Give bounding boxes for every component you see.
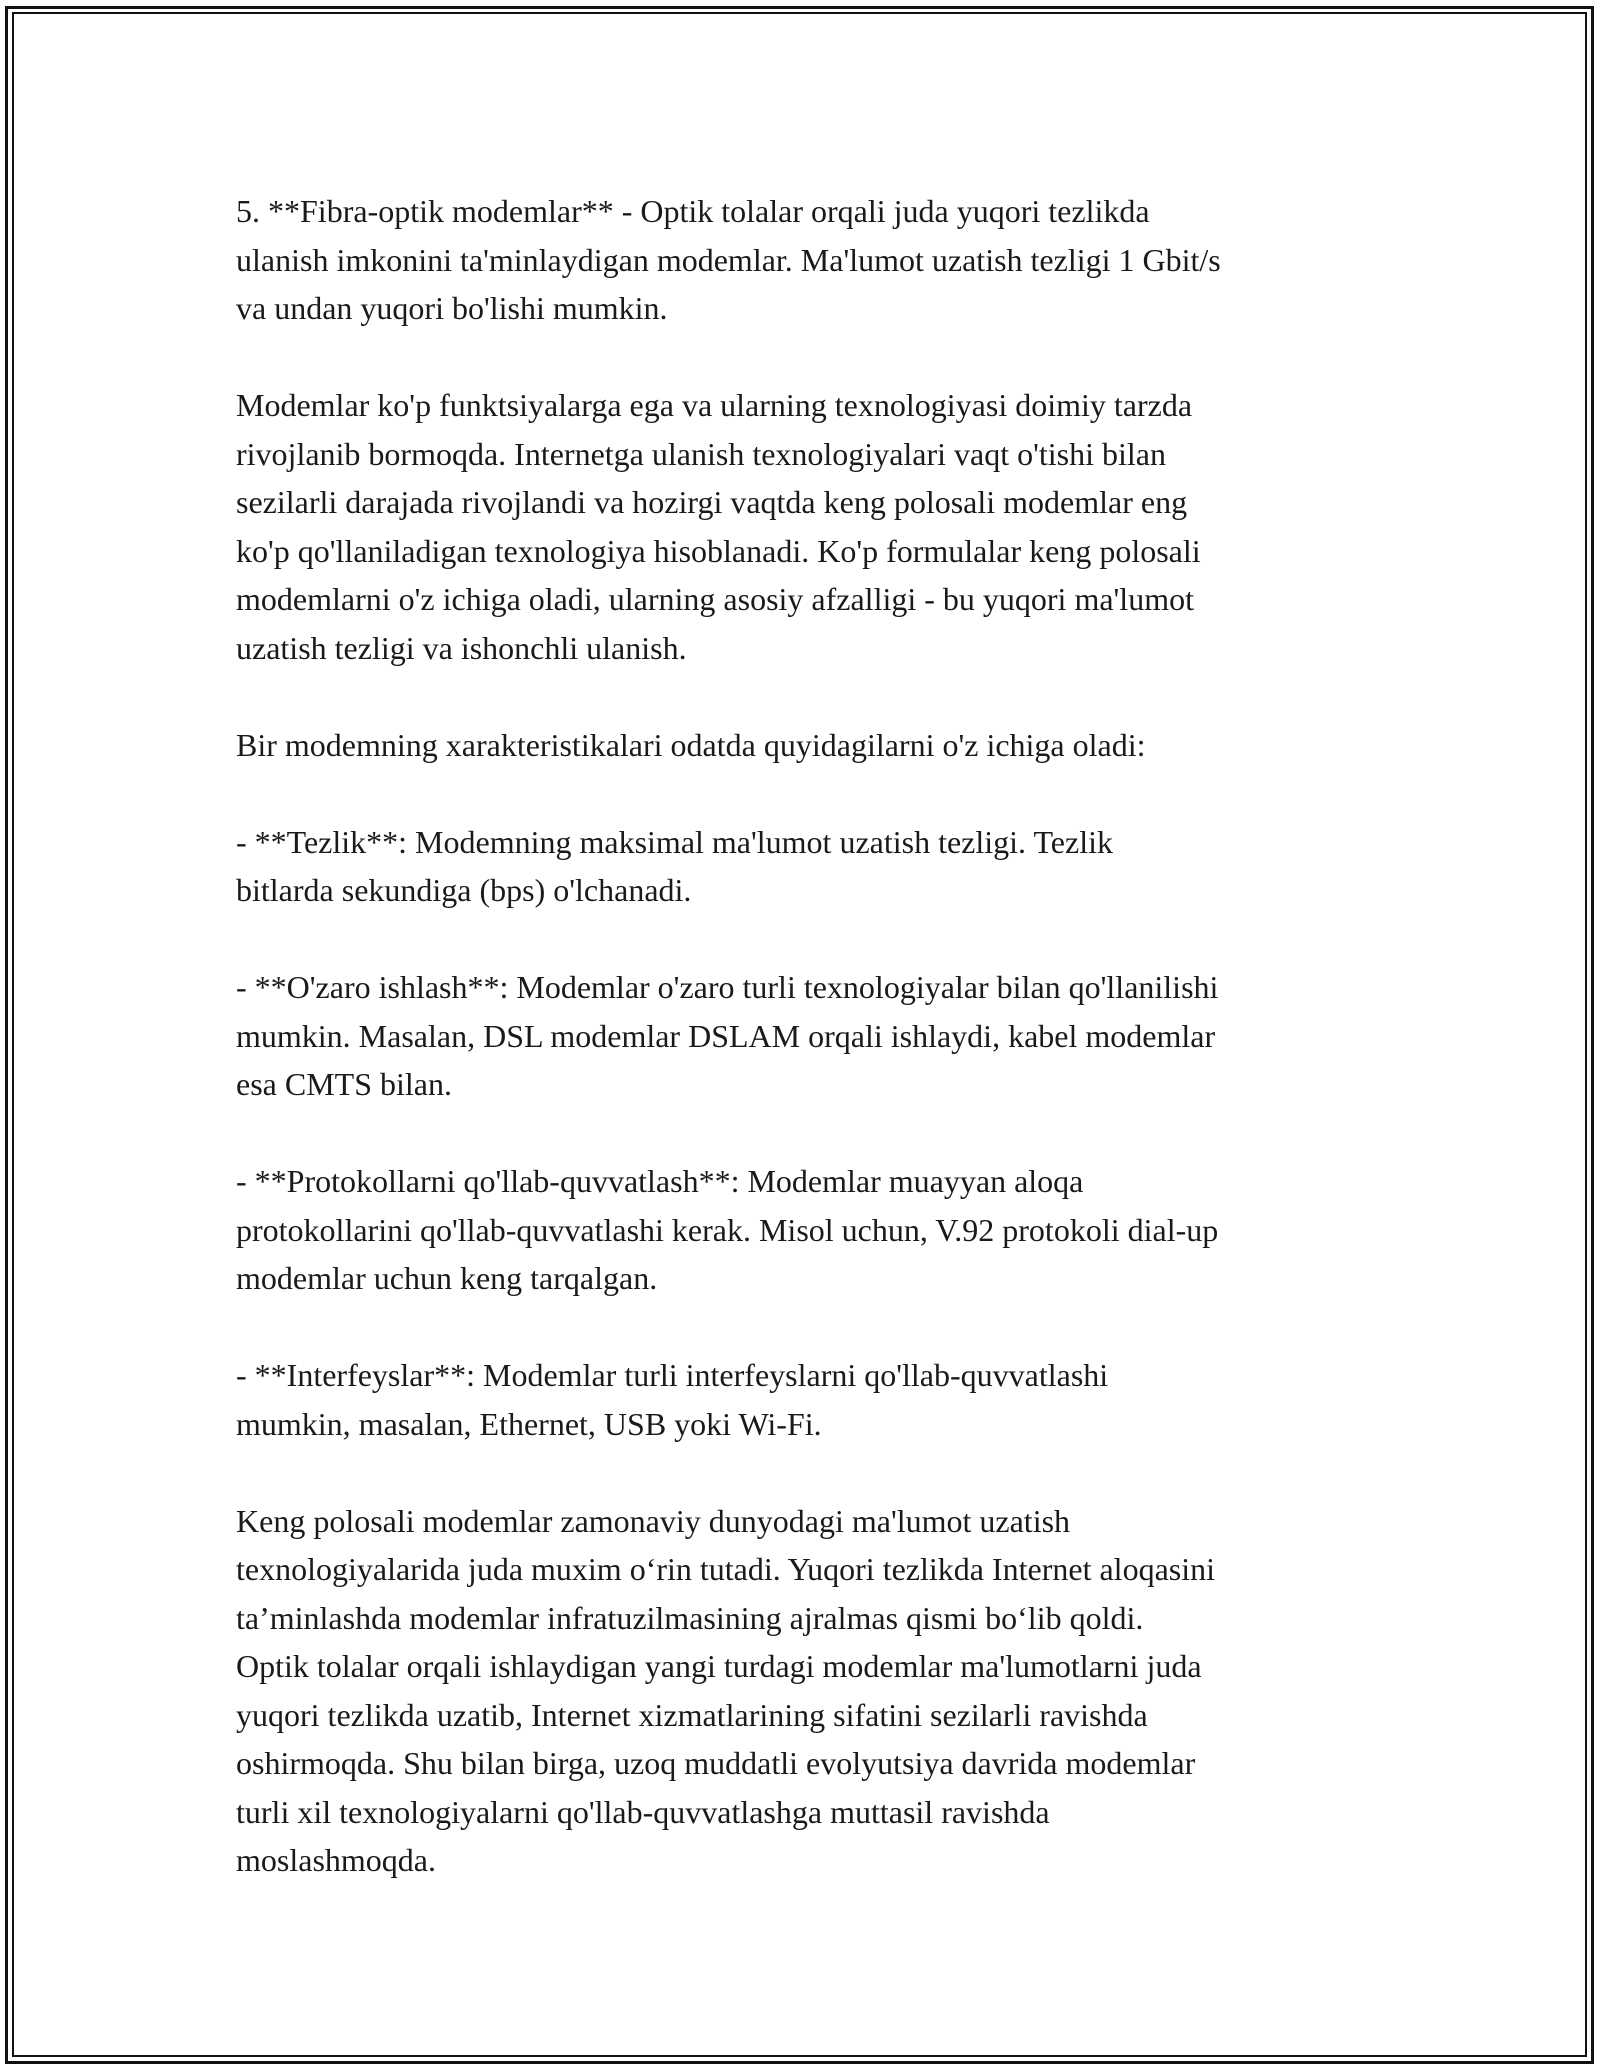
paragraph-modem-overview: Modemlar ko'p funktsiyalarga ega va ularning texnologiyasi doimiy tarzda rivojlanib bormoqda. Internetga ulanish texnologiyalari vaqt o'tishi bilan sezilarli darajada rivojlandi va hozirgi vaqtda keng polosali modemlar eng ko'p qo'llaniladigan texnologiya hisoblanadi. Ko'p formulalar keng polosali modemlarni o'z ichiga oladi, ularning asosiy afzalligi - bu yuqori ma'lumot uzatish tezligi va ishonchli ulanish. (236, 387, 1201, 666)
list-item-speed: - **Tezlik**: Modemning maksimal ma'lumot uzatish tezligi. Tezlik bitlarda sekundiga (bps) o'lchanadi. (236, 823, 1113, 908)
paragraph-characteristics-intro: Bir modemning xarakteristikalari odatda quyidagilarni o'z ichiga oladi: (236, 726, 1146, 763)
paragraph-fiber-optic-modems: 5. **Fibra-optik modemlar** - Optik tolalar orqali juda yuqori tezlikda ulanish imkonini ta'minlaydigan modemlar. Ma'lumot uzatish tezligi 1 Gbit/s va undan yuqori bo'lishi mumkin. (236, 193, 1221, 326)
list-item-protocol-support: - **Protokollarni qo'llab-quvvatlash**: Modemlar muayyan aloqa protokollarini qo'llab-quvvatlashi kerak. Misol uchun, V.92 protokoli dial-up modemlar uchun keng tarqalgan. (236, 1163, 1219, 1296)
list-item-interoperability: - **O'zaro ishlash**: Modemlar o'zaro turli texnologiyalar bilan qo'llanilishi mumkin. Masalan, DSL modemlar DSLAM orqali ishlaydi, kabel modemlar esa CMTS bilan. (236, 969, 1219, 1102)
list-item-interfaces: - **Interfeyslar**: Modemlar turli interfeyslarni qo'llab-quvvatlashi mumkin, masalan, Ethernet, USB yoki Wi-Fi. (236, 1357, 1109, 1442)
document-body (236, 187, 1386, 1885)
paragraph-conclusion: Keng polosali modemlar zamonaviy dunyodagi ma'lumot uzatish texnologiyalarida juda muxim o‘rin tutadi. Yuqori tezlikda Internet aloqasini ta’minlashda modemlar infratuzilmasining ajralmas qismi bo‘lib qoldi. Optik tolalar orqali ishlaydigan yangi turdagi modemlar ma'lumotlarni juda yuqori tezlikda uzatib, Internet xizmatlarining sifatini sezilarli ravishda oshirmoqda. Shu bilan birga, uzoq muddatli evolyutsiya davrida modemlar turli xil texnologiyalarni qo'llab-quvvatlashga muttasil ravishda moslashmoqda. (236, 1502, 1215, 1878)
